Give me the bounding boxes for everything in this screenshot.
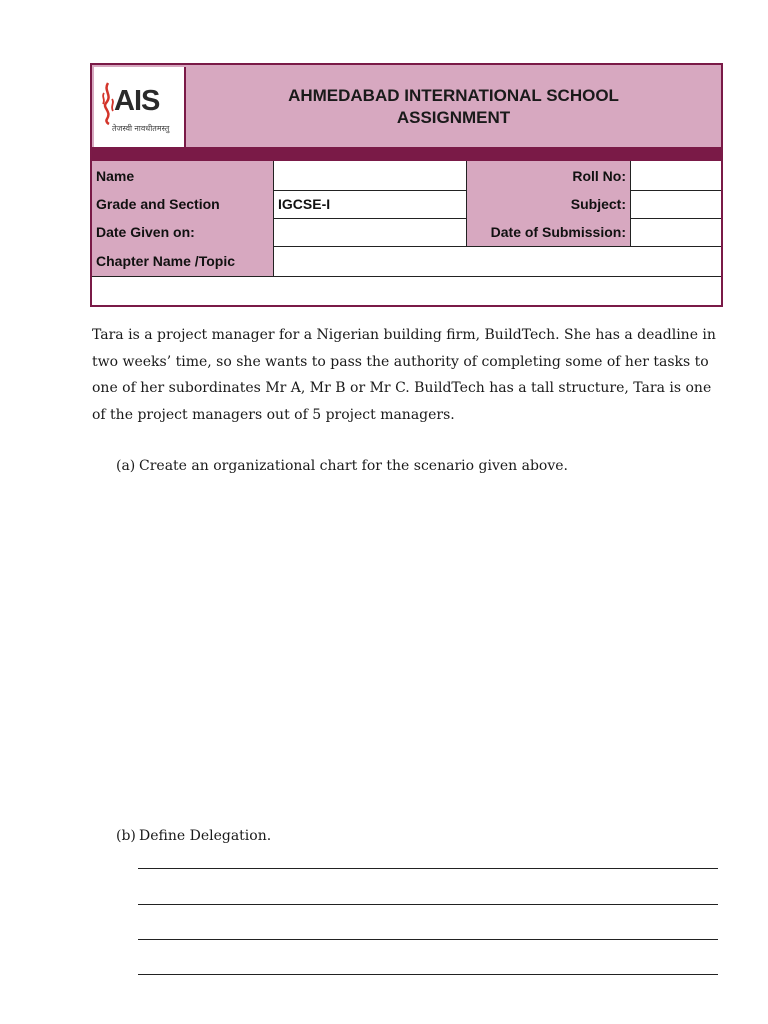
question-a-text: Create an organizational chart for the scenario given above.: [139, 458, 568, 474]
question-b-text: Define Delegation.: [139, 828, 272, 844]
form-row-name: [92, 161, 721, 191]
logo-tagline: तेजस्वी नावधीतमस्तु: [112, 124, 170, 133]
chapter-field[interactable]: [274, 246, 721, 276]
subject-field[interactable]: [631, 190, 721, 218]
submission-label: Date of Submission:: [467, 218, 631, 246]
subject-label: Subject:: [467, 190, 631, 218]
submission-field[interactable]: [631, 218, 721, 246]
question-a-marker: (a): [116, 458, 136, 474]
page-title: [186, 85, 721, 129]
document-type: ASSIGNMENT: [396, 108, 511, 127]
name-field[interactable]: [274, 161, 467, 190]
answer-line[interactable]: [138, 939, 718, 940]
grade-label: Grade and Section: [92, 190, 274, 218]
logo-text: AIS: [114, 85, 160, 117]
school-logo: [94, 67, 186, 147]
question-b-marker: (b): [116, 828, 136, 844]
form-row-dates: [92, 218, 721, 247]
roll-label: Roll No:: [467, 161, 631, 190]
answer-line[interactable]: [138, 974, 718, 975]
roll-field[interactable]: [631, 161, 721, 190]
answer-line[interactable]: [138, 904, 718, 905]
school-name: AHMEDABAD INTERNATIONAL SCHOOL: [288, 86, 619, 105]
date-given-field[interactable]: [274, 218, 467, 246]
answer-line[interactable]: [138, 868, 718, 869]
chapter-label: Chapter Name /Topic: [92, 246, 274, 276]
header-divider-bar: [92, 147, 721, 161]
form-row-chapter: [92, 246, 721, 277]
scenario-paragraph: Tara is a project manager for a Nigerian building firm, BuildTech. She has a deadline in two weeks’ time, so she wants to pass the authority of completing some of her tasks to one of her subordinates Mr A, Mr B or Mr C. BuildTech has a tall structure, Tara is one of the project managers out of 5 project managers.: [92, 327, 716, 423]
header-banner: [92, 65, 721, 147]
name-label: Name: [92, 161, 274, 190]
grade-field[interactable]: IGCSE-I: [274, 190, 467, 218]
assignment-header-form: [90, 63, 723, 307]
date-given-label: Date Given on:: [92, 218, 274, 246]
form-row-grade: [92, 190, 721, 219]
